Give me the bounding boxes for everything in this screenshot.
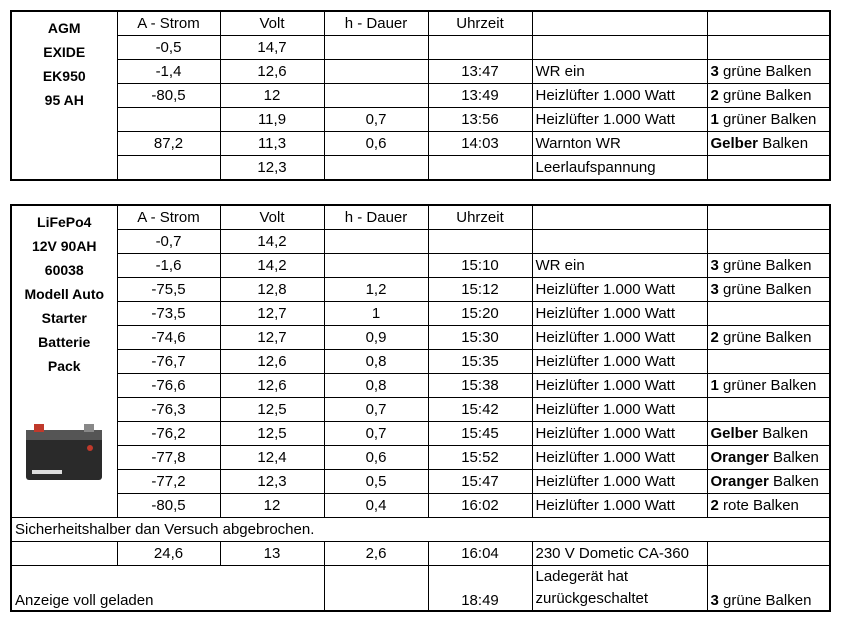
note-cell (532, 230, 707, 254)
note-cell: Leerlaufspannung (532, 156, 707, 181)
dauer-cell (324, 156, 428, 181)
volt-cell: 12,8 (220, 278, 324, 302)
volt-cell: 12,3 (220, 156, 324, 181)
status-cell (707, 446, 830, 470)
status-text: rote Balken (718, 496, 799, 514)
note-line: Ladegerät hat (535, 568, 629, 585)
status-cell (707, 302, 830, 326)
volt-cell: 12,5 (220, 422, 324, 446)
table-row (11, 326, 830, 350)
note-cell: Heizlüfter 1.000 Watt (532, 470, 707, 494)
status-cell (707, 60, 830, 84)
status-text: grüne Balken (718, 86, 812, 104)
status-cell (707, 278, 830, 302)
table-row (11, 156, 830, 181)
dauer-cell (324, 254, 428, 278)
column-header: Uhrzeit (428, 205, 532, 230)
status-cell (707, 84, 830, 108)
status-cell (707, 230, 830, 254)
table-row (11, 398, 830, 422)
strom-cell: -77,8 (117, 446, 220, 470)
column-header (707, 205, 830, 230)
status-text: grüner Balken (718, 110, 817, 128)
dauer-cell: 1 (324, 302, 428, 326)
abort-note: Sicherheitshalber dan Versuch abgebrochen. (11, 518, 830, 542)
battery-label-line: AGM (47, 20, 81, 36)
uhrzeit-cell: 15:10 (428, 254, 532, 278)
strom-cell: -76,3 (117, 398, 220, 422)
status-text: grüner Balken (718, 376, 817, 394)
dauer-cell: 1,2 (324, 278, 428, 302)
status-text: grüne Balken (718, 280, 812, 298)
status-cell (707, 470, 830, 494)
uhrzeit-cell: 15:52 (428, 446, 532, 470)
uhrzeit-cell: 16:02 (428, 494, 532, 518)
status-bold: 1 (710, 110, 719, 128)
empty-cell (324, 566, 428, 612)
battery-label-line: LiFePo4 (37, 214, 92, 230)
battery-label (11, 205, 117, 518)
status-text: grüne Balken (718, 62, 812, 80)
strom-cell: -74,6 (117, 326, 220, 350)
strom-cell: -75,5 (117, 278, 220, 302)
note-cell: Warnton WR (532, 132, 707, 156)
column-header: A - Strom (117, 11, 220, 36)
dauer-cell: 0,8 (324, 350, 428, 374)
table-row (11, 446, 830, 470)
status-cell (707, 350, 830, 374)
battery-label-line: Modell Auto (24, 286, 105, 302)
table-row (11, 230, 830, 254)
battery-label-line: 12V 90AH (31, 238, 97, 254)
dauer-cell: 0,7 (324, 108, 428, 132)
strom-cell: -80,5 (117, 494, 220, 518)
strom-cell: -73,5 (117, 302, 220, 326)
status-text: grüne Balken (718, 592, 812, 609)
status-text: Balken (758, 134, 809, 152)
column-header (707, 11, 830, 36)
status-cell (707, 156, 830, 181)
note-cell: WR ein (532, 60, 707, 84)
strom-cell: -1,6 (117, 254, 220, 278)
final-row (11, 566, 830, 612)
dauer-cell (324, 230, 428, 254)
column-header: h - Dauer (324, 205, 428, 230)
full-charge-note: Anzeige voll geladen (11, 566, 324, 612)
status-cell (707, 132, 830, 156)
battery-label (11, 11, 117, 180)
dauer-cell: 2,6 (324, 542, 428, 566)
dauer-cell (324, 60, 428, 84)
dauer-cell: 0,9 (324, 326, 428, 350)
table-row (11, 60, 830, 84)
note-cell: Heizlüfter 1.000 Watt (532, 446, 707, 470)
status-bold: 3 (710, 62, 719, 80)
status-bold: Oranger (710, 448, 769, 466)
volt-cell: 12,6 (220, 350, 324, 374)
note-cell (532, 566, 707, 612)
dauer-cell: 0,7 (324, 422, 428, 446)
volt-cell: 12,7 (220, 326, 324, 350)
header-row (11, 205, 830, 230)
note-cell: Heizlüfter 1.000 Watt (532, 278, 707, 302)
uhrzeit-cell: 13:49 (428, 84, 532, 108)
note-cell (532, 36, 707, 60)
status-bold: 1 (710, 376, 719, 394)
agm-table (10, 10, 831, 181)
volt-cell: 14,2 (220, 230, 324, 254)
column-header (532, 11, 707, 36)
header-row (11, 11, 830, 36)
status-text: Balken (768, 448, 819, 466)
uhrzeit-cell (428, 156, 532, 181)
strom-cell: 87,2 (117, 132, 220, 156)
dauer-cell: 0,5 (324, 470, 428, 494)
note-cell: Heizlüfter 1.000 Watt (532, 494, 707, 518)
status-bold: 2 (710, 496, 719, 514)
empty-cell (707, 542, 830, 566)
battery-label-line: Starter (41, 310, 87, 326)
table-row (11, 108, 830, 132)
column-header (532, 205, 707, 230)
dauer-cell: 0,6 (324, 132, 428, 156)
dauer-cell (324, 36, 428, 60)
uhrzeit-cell (428, 36, 532, 60)
abort-note-row (11, 518, 830, 542)
column-header: h - Dauer (324, 11, 428, 36)
column-header: Uhrzeit (428, 11, 532, 36)
battery-label-line: EK950 (42, 68, 86, 84)
battery-label-line: EXIDE (43, 44, 86, 60)
uhrzeit-cell: 13:56 (428, 108, 532, 132)
strom-cell: -76,6 (117, 374, 220, 398)
status-cell (707, 398, 830, 422)
status-cell (707, 422, 830, 446)
column-header: A - Strom (117, 205, 220, 230)
volt-cell: 12 (220, 494, 324, 518)
charge-row (11, 542, 830, 566)
volt-cell: 13 (220, 542, 324, 566)
table-row (11, 254, 830, 278)
status-bold: Oranger (710, 472, 769, 490)
note-cell: Heizlüfter 1.000 Watt (532, 108, 707, 132)
volt-cell: 12,6 (220, 60, 324, 84)
table-row (11, 302, 830, 326)
table-row (11, 132, 830, 156)
strom-cell (117, 108, 220, 132)
status-text: grüne Balken (718, 328, 812, 346)
table-row (11, 374, 830, 398)
strom-cell: -1,4 (117, 60, 220, 84)
note-cell: Heizlüfter 1.000 Watt (532, 374, 707, 398)
strom-cell: -76,7 (117, 350, 220, 374)
strom-cell: -0,7 (117, 230, 220, 254)
column-header: Volt (220, 11, 324, 36)
column-header: Volt (220, 205, 324, 230)
lifepo4-table (10, 204, 831, 612)
volt-cell: 12,6 (220, 374, 324, 398)
note-cell: Heizlüfter 1.000 Watt (532, 350, 707, 374)
uhrzeit-cell: 15:20 (428, 302, 532, 326)
note-cell: Heizlüfter 1.000 Watt (532, 422, 707, 446)
uhrzeit-cell: 15:45 (428, 422, 532, 446)
battery-label-line: Pack (47, 358, 81, 374)
dauer-cell: 0,7 (324, 398, 428, 422)
status-bold: 3 (710, 592, 719, 609)
volt-cell: 12,7 (220, 302, 324, 326)
volt-cell: 14,7 (220, 36, 324, 60)
status-text: Balken (768, 472, 819, 490)
uhrzeit-cell: 14:03 (428, 132, 532, 156)
note-cell: 230 V Dometic CA-360 (532, 542, 707, 566)
status-text: grüne Balken (718, 256, 812, 274)
table-row (11, 350, 830, 374)
status-cell (707, 36, 830, 60)
status-cell (707, 326, 830, 350)
status-bold: 2 (710, 86, 719, 104)
note-cell: Heizlüfter 1.000 Watt (532, 302, 707, 326)
status-cell (707, 374, 830, 398)
battery-label-line: 95 AH (44, 92, 84, 108)
battery-label-line: 60038 (44, 262, 84, 278)
dauer-cell: 0,6 (324, 446, 428, 470)
uhrzeit-cell: 15:47 (428, 470, 532, 494)
note-cell: Heizlüfter 1.000 Watt (532, 326, 707, 350)
strom-cell: -0,5 (117, 36, 220, 60)
volt-cell: 11,9 (220, 108, 324, 132)
strom-cell: -80,5 (117, 84, 220, 108)
uhrzeit-cell: 13:47 (428, 60, 532, 84)
note-cell: WR ein (532, 254, 707, 278)
status-text: Balken (758, 424, 809, 442)
table-row (11, 84, 830, 108)
status-bold: 2 (710, 328, 719, 346)
table-row (11, 422, 830, 446)
strom-cell (117, 156, 220, 181)
note-cell: Heizlüfter 1.000 Watt (532, 84, 707, 108)
dauer-cell (324, 84, 428, 108)
note-cell: Heizlüfter 1.000 Watt (532, 398, 707, 422)
uhrzeit-cell: 16:04 (428, 542, 532, 566)
note-line: zurückgeschaltet (535, 590, 649, 607)
table-row (11, 278, 830, 302)
empty-cell (11, 542, 117, 566)
volt-cell: 12,3 (220, 470, 324, 494)
uhrzeit-cell: 18:49 (428, 566, 532, 612)
uhrzeit-cell: 15:35 (428, 350, 532, 374)
uhrzeit-cell (428, 230, 532, 254)
strom-cell: -76,2 (117, 422, 220, 446)
table-row (11, 494, 830, 518)
battery-label-line: Batterie (38, 334, 91, 350)
uhrzeit-cell: 15:12 (428, 278, 532, 302)
uhrzeit-cell: 15:30 (428, 326, 532, 350)
volt-cell: 12 (220, 84, 324, 108)
status-cell (707, 254, 830, 278)
uhrzeit-cell: 15:38 (428, 374, 532, 398)
volt-cell: 12,5 (220, 398, 324, 422)
strom-cell: 24,6 (117, 542, 220, 566)
status-bold: 3 (710, 280, 719, 298)
status-cell (707, 494, 830, 518)
table-row (11, 470, 830, 494)
volt-cell: 11,3 (220, 132, 324, 156)
status-bold: Gelber (710, 134, 759, 152)
volt-cell: 14,2 (220, 254, 324, 278)
status-cell (707, 566, 830, 612)
volt-cell: 12,4 (220, 446, 324, 470)
strom-cell: -77,2 (117, 470, 220, 494)
uhrzeit-cell: 15:42 (428, 398, 532, 422)
battery-image (22, 408, 106, 492)
status-cell (707, 108, 830, 132)
dauer-cell: 0,4 (324, 494, 428, 518)
dauer-cell: 0,8 (324, 374, 428, 398)
status-bold: Gelber (710, 424, 759, 442)
status-bold: 3 (710, 256, 719, 274)
table-row (11, 36, 830, 60)
